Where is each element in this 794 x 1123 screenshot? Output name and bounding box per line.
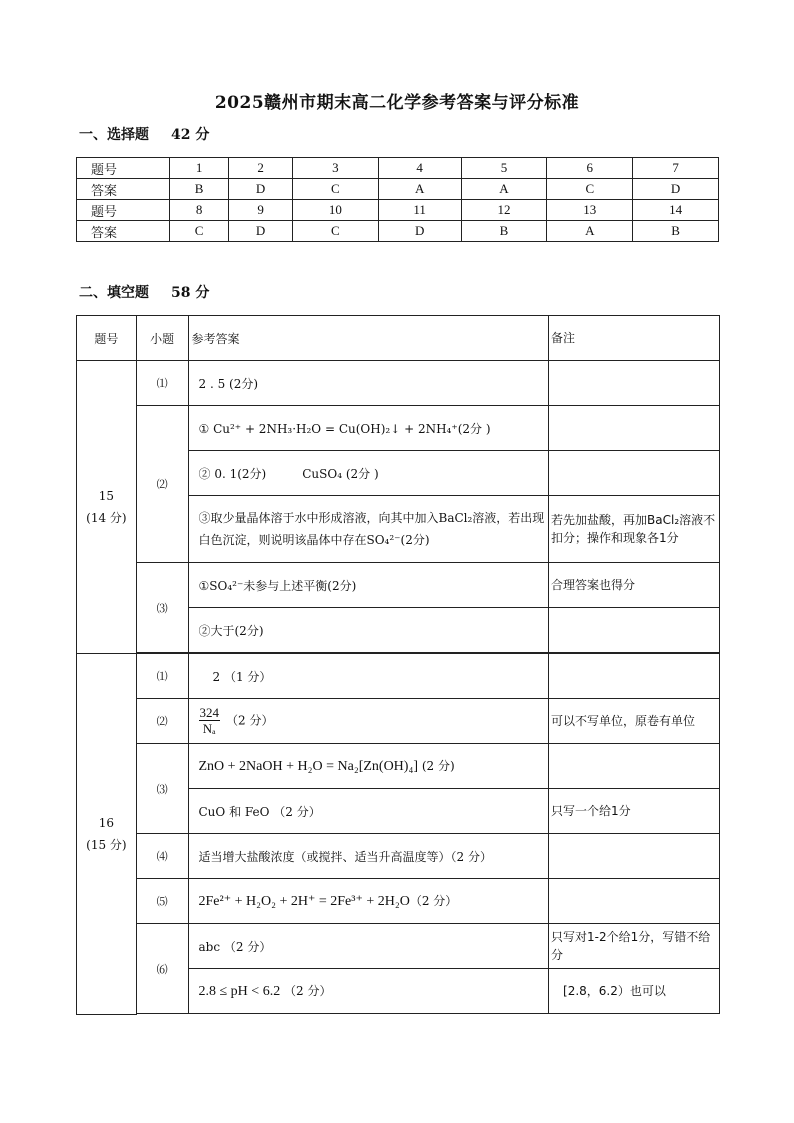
note-cell: 可以不写单位，原卷有单位: [549, 699, 720, 744]
note-cell: 只写一个给1分: [549, 789, 720, 834]
note-cell: [549, 834, 720, 879]
answer-part: CuSO₄ (2分 ): [302, 466, 379, 481]
mc-cell: A: [547, 221, 633, 242]
section-fill-score: 58 分: [171, 285, 210, 301]
mc-row-answers-1: [77, 179, 719, 200]
note-cell: [549, 879, 720, 924]
table-row: [77, 563, 720, 608]
mc-label-answer: 答案: [77, 179, 170, 200]
multiple-choice-table: [76, 157, 719, 242]
sub-question-label: ⑷: [136, 834, 188, 879]
mc-row-numbers-1: [77, 158, 719, 179]
answer-cell: CuO 和 FeO （2 分）: [188, 789, 549, 834]
question-15-number: 15: [98, 489, 115, 503]
sub-question-label: ⑶: [136, 563, 188, 653]
mc-cell: C: [292, 179, 378, 200]
question-15-cell: [77, 361, 137, 654]
answer-table: [76, 315, 720, 1015]
mc-cell: D: [633, 179, 719, 200]
note-cell: [549, 361, 720, 406]
sub-question-label: ⑵: [136, 406, 188, 563]
note-cell: [549, 451, 720, 496]
fraction-numerator: 324: [199, 705, 219, 720]
table-row: [77, 744, 720, 789]
note-cell: 若先加盐酸，再加BaCl₂溶液不扣分；操作和现象各1分: [549, 496, 720, 563]
answer-table-header: [77, 316, 720, 361]
mc-cell: C: [292, 221, 378, 242]
answer-cell: 适当增大盐酸浓度（或搅拌、适当升高温度等）（2 分）: [188, 834, 549, 879]
section-fill-heading: [79, 282, 209, 302]
molar-mass-fraction: [199, 705, 221, 737]
mc-cell: 2: [229, 158, 293, 179]
mc-cell: 8: [170, 200, 229, 221]
table-row-spacer: [77, 1014, 720, 1015]
answer-cell: [188, 744, 549, 789]
note-cell: 只写对1-2个给1分，写错不给分: [549, 924, 720, 969]
mc-cell: A: [378, 179, 461, 200]
answer-cell: ③取少量晶体溶于水中形成溶液，向其中加入BaCl₂溶液，若出现白色沉淀，则说明该晶体中存在SO₄²⁻(2分): [188, 496, 549, 563]
header-sub-question: 小题: [136, 316, 188, 361]
mc-row-answers-2: [77, 221, 719, 242]
note-cell: [549, 608, 720, 653]
mc-cell: 5: [461, 158, 547, 179]
sub-question-label: ⑴: [136, 361, 188, 406]
mc-label-answer: 答案: [77, 221, 170, 242]
mc-cell: 13: [547, 200, 633, 221]
mc-cell: 14: [633, 200, 719, 221]
sub-question-label: ⑸: [136, 879, 188, 924]
question-16-number: 16: [98, 815, 115, 830]
mc-cell: 10: [292, 200, 378, 221]
mc-cell: 1: [170, 158, 229, 179]
mc-cell: 9: [229, 200, 293, 221]
mc-cell: C: [547, 179, 633, 200]
note-cell: [549, 406, 720, 451]
mc-cell: B: [170, 179, 229, 200]
question-15-score: (14 分): [86, 511, 127, 525]
mc-cell: A: [461, 179, 547, 200]
answer-score: (2 分): [421, 759, 455, 773]
question-16-cell: [77, 654, 137, 1015]
section-fill-title: 二、填空题: [79, 285, 149, 301]
section-choice-score: 42 分: [171, 127, 210, 143]
mc-cell: C: [170, 221, 229, 242]
sub-question-label: ⑴: [136, 654, 188, 699]
table-row: [77, 699, 720, 744]
answer-cell: abc （2 分）: [188, 924, 549, 969]
answer-cell: ②大于(2分): [188, 608, 549, 653]
mc-cell: 4: [378, 158, 461, 179]
mc-cell: B: [633, 221, 719, 242]
answer-score: （2 分）: [284, 984, 332, 998]
note-cell: [549, 744, 720, 789]
mc-cell: D: [229, 179, 293, 200]
answer-score: （2 分）: [226, 713, 274, 728]
answer-score: （2 分）: [409, 894, 458, 908]
header-answer: 参考答案: [188, 316, 549, 361]
answer-cell: [188, 699, 549, 744]
mc-cell: 7: [633, 158, 719, 179]
section-choice-heading: [79, 124, 209, 144]
table-row: [77, 361, 720, 406]
question-16-score: (15 分): [86, 837, 127, 852]
answer-cell: [188, 879, 549, 924]
mc-label-number: 题号: [77, 158, 170, 179]
answer-cell: ① Cu²⁺ + 2NH₃·H₂O = Cu(OH)₂↓ + 2NH₄⁺(2分 ): [188, 406, 549, 451]
page-title: 2025赣州市期末高二化学参考答案与评分标准: [214, 93, 580, 113]
answer-cell: 2 . 5 (2分): [188, 361, 549, 406]
note-cell: [549, 654, 720, 699]
fraction-denominator: Nₐ: [202, 721, 216, 736]
mc-cell: B: [461, 221, 547, 242]
answer-cell: [188, 451, 549, 496]
mc-cell: 12: [461, 200, 547, 221]
mc-cell: 11: [378, 200, 461, 221]
equation: 2Fe²⁺ + H₂O₂ + 2H⁺ = 2Fe³⁺ + 2H₂O: [198, 894, 410, 909]
answer-cell: ①SO₄²⁻未参与上述平衡(2分): [188, 563, 549, 608]
spacer-cell: [136, 1014, 719, 1015]
section-choice-title: 一、选择题: [79, 127, 149, 143]
header-note: 备注: [549, 316, 720, 361]
header-question-no: 题号: [77, 316, 137, 361]
mc-row-numbers-2: [77, 200, 719, 221]
answer-part: ② 0. 1(2分): [198, 466, 267, 481]
table-row: [77, 654, 720, 699]
sub-question-label: ⑹: [136, 924, 188, 1014]
sub-question-label: ⑵: [136, 699, 188, 744]
answer-cell: 2 （1 分）: [188, 654, 549, 699]
note-cell: 合理答案也得分: [549, 563, 720, 608]
sub-question-label: ⑶: [136, 744, 188, 834]
note-cell: [2.8，6.2）也可以: [549, 969, 720, 1014]
table-row: [77, 879, 720, 924]
mc-label-number: 题号: [77, 200, 170, 221]
mc-cell: D: [378, 221, 461, 242]
equation: ZnO + 2NaOH + H₂O = Na₂[Zn(OH)₄]: [198, 759, 419, 774]
mc-cell: 3: [292, 158, 378, 179]
table-row: [77, 834, 720, 879]
inequality: 2.8 ≤ pH < 6.2: [198, 984, 281, 999]
mc-cell: D: [229, 221, 293, 242]
answer-cell: [188, 969, 549, 1014]
table-row: [77, 924, 720, 969]
mc-cell: 6: [547, 158, 633, 179]
table-row: [77, 406, 720, 451]
